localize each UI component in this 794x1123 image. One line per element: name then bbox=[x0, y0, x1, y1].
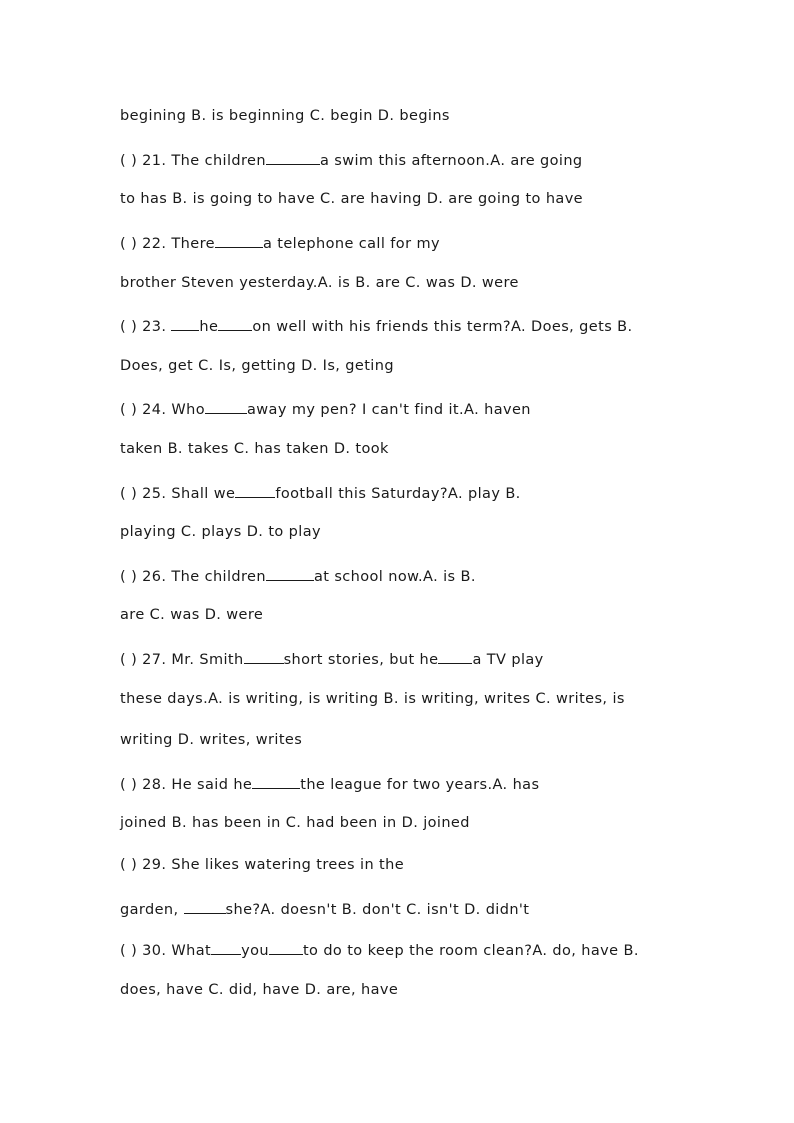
question-24 bbox=[120, 398, 740, 419]
question-29 bbox=[120, 856, 740, 874]
line-text: short stories, but he bbox=[283, 652, 439, 668]
line-text: to do to keep the room clean?A. do, have B. bbox=[302, 943, 639, 959]
text-line bbox=[120, 440, 740, 458]
line-text: a telephone call for my bbox=[262, 236, 440, 252]
text-line bbox=[120, 981, 740, 999]
text-line bbox=[120, 523, 740, 541]
answer-blank[interactable] bbox=[235, 482, 275, 498]
line-text: begining B. is beginning C. begin D. begins bbox=[120, 108, 450, 124]
answer-blank[interactable] bbox=[171, 315, 199, 331]
line-text: ( ) 26. The children bbox=[120, 569, 266, 585]
text-line bbox=[120, 898, 740, 919]
text-line bbox=[120, 357, 740, 375]
line-text: ( ) 21. The children bbox=[120, 153, 266, 169]
line-text: away my pen? I can't find it.A. haven bbox=[247, 402, 531, 418]
line-text: to has B. is going to have C. are having D. are going to have bbox=[120, 191, 584, 207]
answer-blank[interactable] bbox=[211, 939, 241, 955]
line-text: ( ) 23. bbox=[120, 319, 172, 335]
question-23 bbox=[120, 315, 740, 336]
answer-blank[interactable] bbox=[218, 315, 252, 331]
answer-blank[interactable] bbox=[438, 648, 472, 664]
answer-blank[interactable] bbox=[266, 565, 314, 581]
text-line bbox=[120, 107, 740, 125]
line-text: ( ) 28. He said he bbox=[120, 777, 253, 793]
line-text: ( ) 22. There bbox=[120, 236, 215, 252]
line-text: Does, get C. Is, getting D. Is, geting bbox=[120, 358, 394, 374]
line-text: at school now.A. is B. bbox=[313, 569, 476, 585]
line-text: does, have C. did, have D. are, have bbox=[120, 982, 399, 998]
question-27 bbox=[120, 648, 740, 669]
line-text: ( ) 27. Mr. Smith bbox=[120, 652, 244, 668]
line-text: she?A. doesn't B. don't C. isn't D. didn't bbox=[225, 902, 530, 918]
line-text: a TV play bbox=[472, 652, 544, 668]
text-line bbox=[120, 606, 740, 624]
line-text: playing C. plays D. to play bbox=[120, 524, 321, 540]
text-line bbox=[120, 690, 740, 708]
line-text: on well with his friends this term?A. Does, gets B. bbox=[252, 319, 633, 335]
line-text: he bbox=[199, 319, 219, 335]
line-text: ( ) 30. What bbox=[120, 943, 212, 959]
answer-blank[interactable] bbox=[215, 232, 263, 248]
answer-blank[interactable] bbox=[252, 773, 300, 789]
question-30 bbox=[120, 939, 740, 960]
text-line bbox=[120, 814, 740, 832]
answer-blank[interactable] bbox=[269, 939, 303, 955]
line-text: football this Saturday?A. play B. bbox=[275, 486, 521, 502]
line-text: ( ) 29. She likes watering trees in the bbox=[120, 857, 405, 873]
line-text: you bbox=[241, 943, 269, 959]
answer-blank[interactable] bbox=[266, 149, 320, 165]
text-line bbox=[120, 274, 740, 292]
line-text: ( ) 25. Shall we bbox=[120, 486, 236, 502]
line-text: taken B. takes C. has taken D. took bbox=[120, 441, 389, 457]
answer-blank[interactable] bbox=[184, 898, 226, 914]
line-text: writing D. writes, writes bbox=[120, 732, 303, 748]
question-21 bbox=[120, 149, 740, 170]
line-text: a swim this afternoon.A. are going bbox=[319, 153, 583, 169]
question-26 bbox=[120, 565, 740, 586]
text-line bbox=[120, 731, 740, 749]
line-text: are C. was D. were bbox=[120, 607, 264, 623]
question-22 bbox=[120, 232, 740, 253]
text-line bbox=[120, 190, 740, 208]
line-text: joined B. has been in C. had been in D. joined bbox=[120, 815, 470, 831]
line-text: garden, bbox=[120, 902, 184, 918]
question-28 bbox=[120, 773, 740, 794]
line-text: the league for two years.A. has bbox=[300, 777, 540, 793]
line-text: brother Steven yesterday.A. is B. are C. was D. were bbox=[120, 275, 519, 291]
line-text: these days.A. is writing, is writing B. is writing, writes C. writes, is bbox=[120, 691, 625, 707]
answer-blank[interactable] bbox=[205, 398, 247, 414]
question-25 bbox=[120, 482, 740, 503]
line-text: ( ) 24. Who bbox=[120, 402, 205, 418]
answer-blank[interactable] bbox=[244, 648, 284, 664]
